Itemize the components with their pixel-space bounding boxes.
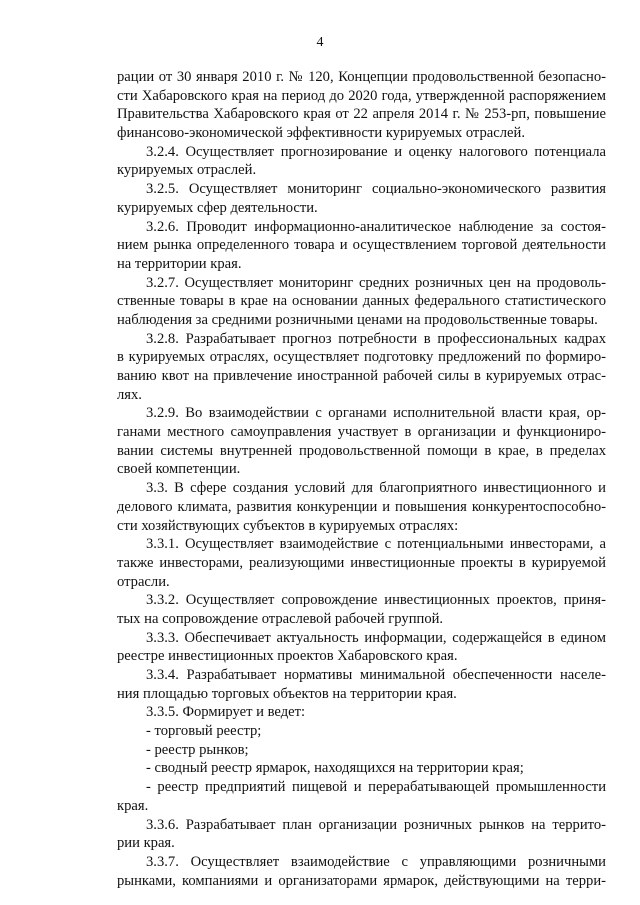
text-line: 3.3.3. Обеспечивает актуальность информации, содержащейся в едином [146, 629, 606, 646]
text-line: - реестр предприятий пищевой и перерабатывающей промышленности [146, 779, 606, 796]
text-line: отрасли. [117, 573, 170, 590]
text-line: 3.3.7. Осуществляет взаимодействие с управляющими розничными [146, 853, 606, 870]
page-number: 4 [316, 35, 324, 50]
text-line: тых на сопровождение отраслевой рабочей группой. [117, 610, 444, 627]
text-line: курируемых сфер деятельности. [117, 199, 318, 216]
text-line: своей компетенции. [117, 461, 241, 478]
text-line: 3.2.5. Осуществляет мониторинг социально-экономического развития [146, 181, 606, 198]
text-line: 3.3. В сфере создания условий для благоприятного инвестиционного и [146, 480, 606, 497]
text-line: ганами местного самоуправления участвует в организации и функциониро- [117, 424, 606, 441]
text-line: на территории края. [117, 255, 242, 272]
text-line: делового климата, развития конкуренции и повышения конкурентоспособно- [117, 498, 606, 515]
document-body [117, 68, 606, 890]
text-line: рации от 30 января 2010 г. № 120, Концепции продовольственной безопасно- [117, 69, 606, 85]
text-line: финансово-экономической эффективности курируемых отраслей. [117, 125, 525, 142]
text-line: - сводный реестр ярмарок, находящихся на территории края; [146, 760, 524, 777]
text-line: 3.2.4. Осуществляет прогнозирование и оценку налогового потенциала [146, 143, 606, 160]
text-line: нием рынка определенного товара и осуществлением торговой деятельности [117, 237, 606, 254]
text-line: - реестр рынков; [146, 741, 249, 758]
text-line: ванию квот на привлечение иностранной рабочей силы в курируемых отрас- [117, 368, 606, 384]
text-line: 3.3.4. Разрабатывает нормативы минимальной обеспеченности населе- [146, 667, 606, 683]
text-line: 3.2.7. Осуществляет мониторинг средних розничных цен на продоволь- [146, 274, 606, 291]
text-line: ственные товары в крае на основании данных федерального статистического [117, 293, 606, 310]
text-line: Правительства Хабаровского края от 22 апреля 2014 г. № 253-рп, повышение [117, 106, 606, 123]
text-line: - торговый реестр; [146, 723, 262, 740]
text-line: в курируемых отраслях, осуществляет подготовку предложений по формиро- [117, 349, 606, 366]
text-line: ния площадью торговых объектов на территории края. [117, 685, 457, 702]
text-line: 3.3.2. Осуществляет сопровождение инвестиционных проектов, приня- [146, 592, 606, 609]
text-line: наблюдения за средними розничными ценами на продовольственные товары. [117, 311, 598, 328]
text-line: вании системы внутренней продовольственной помощи в крае, в пределах [117, 442, 606, 459]
text-line: рынками, компаниями и организаторами ярмарок, действующими на терри- [117, 872, 606, 889]
text-line: 3.2.9. Во взаимодействии с органами исполнительной власти края, ор- [146, 405, 606, 422]
text-line: курируемых отраслей. [117, 162, 257, 179]
text-line: также инвесторами, реализующими инвестиционные проекты в курируемой [117, 554, 606, 571]
text-line: 3.3.6. Разрабатывает план организации розничных рынков на террито- [146, 816, 606, 833]
text-line: рии края. [117, 835, 175, 852]
text-line: 3.2.8. Разрабатывает прогноз потребности в профессиональных кадрах [146, 330, 606, 347]
text-line: края. [117, 797, 149, 814]
text-line: лях. [117, 386, 142, 403]
text-line: сти хозяйствующих субъектов в курируемых отраслях: [117, 517, 459, 534]
text-line: реестре инвестиционных проектов Хабаровского края. [117, 648, 458, 665]
text-line: сти Хабаровского края на период до 2020 года, утвержденной распоряжением [117, 87, 606, 104]
text-line: 3.2.6. Проводит информационно-аналитическое наблюдение за состоя- [146, 218, 606, 235]
text-line: 3.3.5. Формирует и ведет: [146, 704, 306, 721]
text-line: 3.3.1. Осуществляет взаимодействие с потенциальными инвесторами, а [146, 536, 606, 553]
